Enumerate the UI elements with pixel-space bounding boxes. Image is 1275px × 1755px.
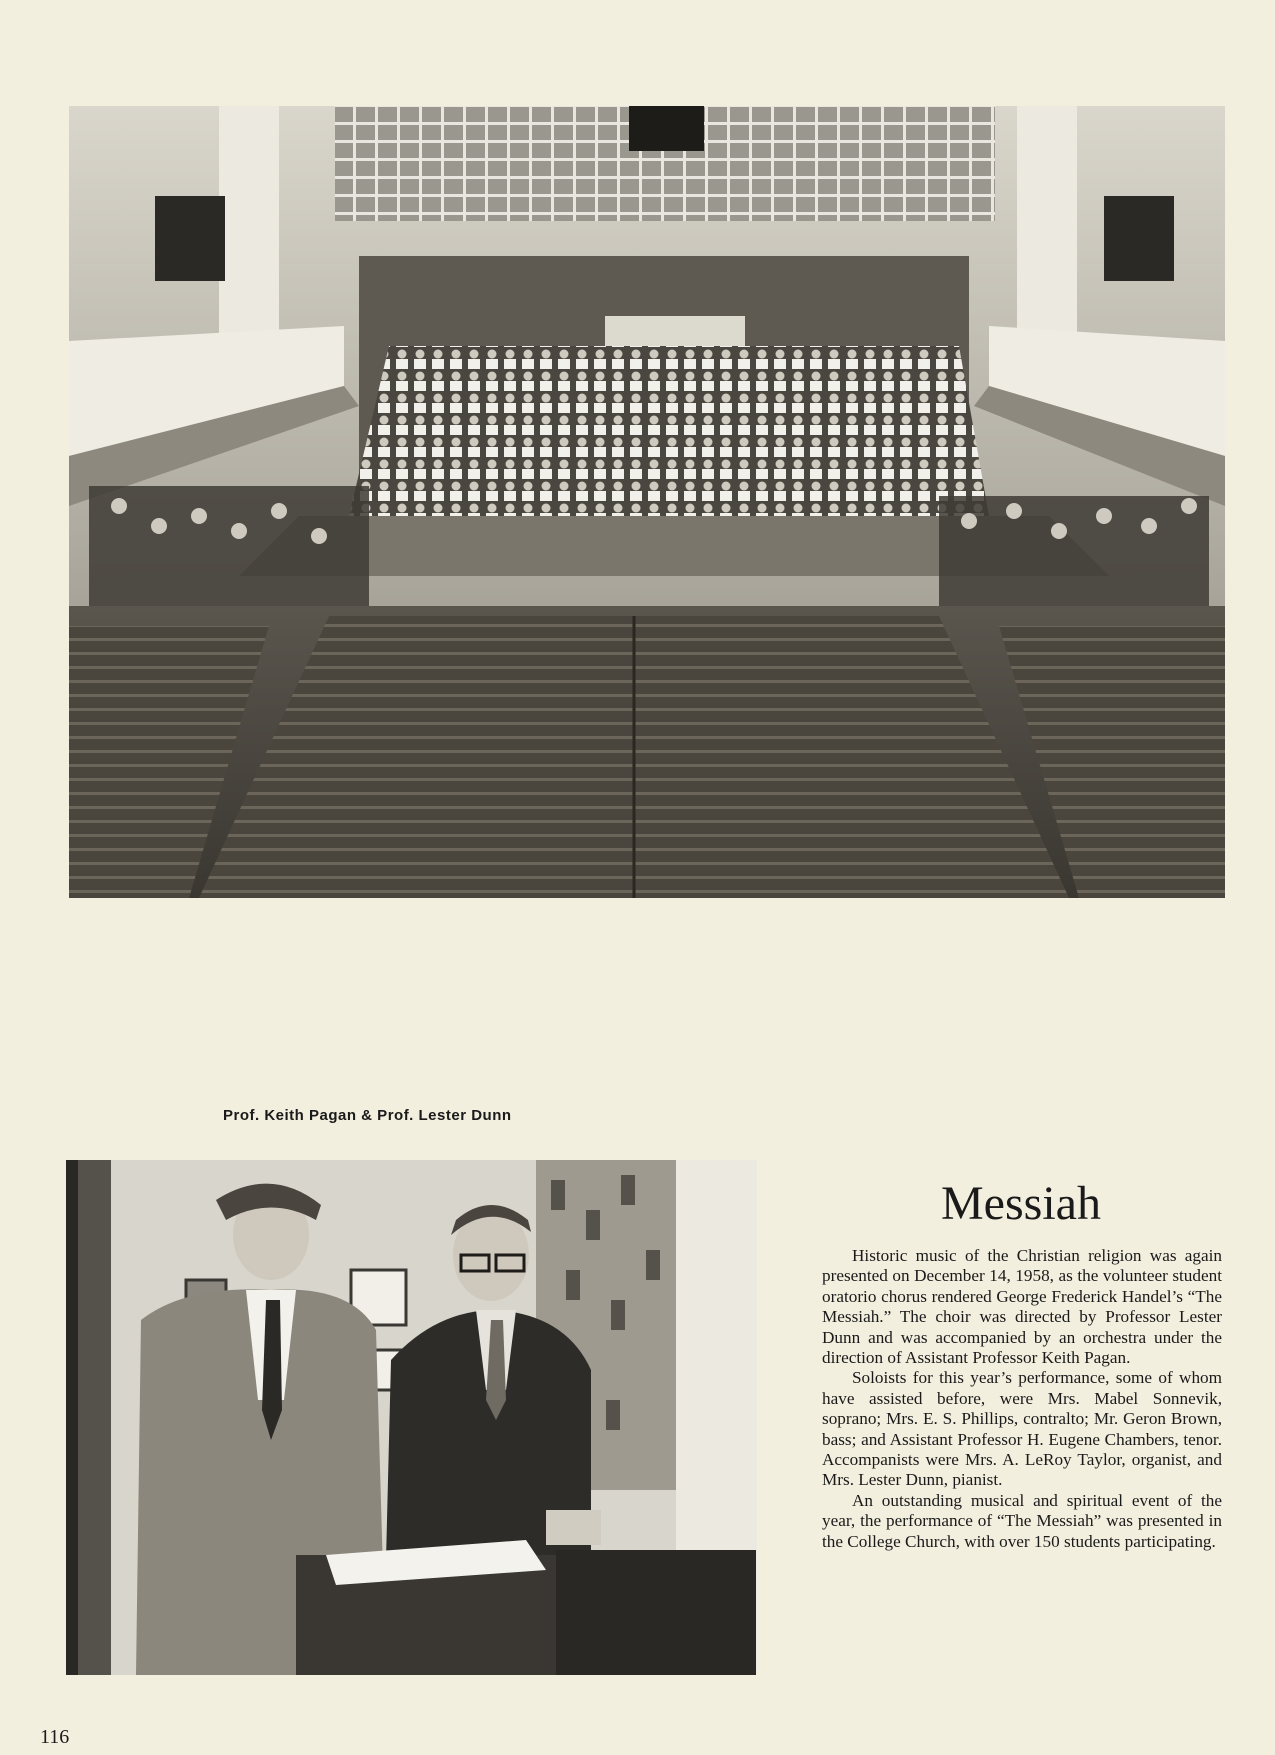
article-title: Messiah <box>941 1177 1101 1230</box>
page-number: 116 <box>40 1726 70 1748</box>
article-paragraph: An outstanding musical and spiritual event of the year, the performance of “The Messiah” was presented in the College Church, with over 150 students participating. <box>822 1490 1222 1551</box>
choir-orchestra-photo <box>69 106 1225 898</box>
choir-photo-illustration <box>69 106 1225 898</box>
article-body <box>822 1246 1222 1552</box>
photo-caption: Prof. Keith Pagan & Prof. Lester Dunn <box>223 1107 512 1124</box>
professors-photo-illustration <box>66 1160 757 1675</box>
professors-photo <box>66 1160 757 1675</box>
article-paragraph: Soloists for this year’s performance, some of whom have assisted before, were Mrs. Mabel Sonnevik, soprano; Mrs. E. S. Phillips, contralto; Mr. Geron Brown, bass; and Assistant Professor H. Eugene Chambers, tenor. Accompanists were Mrs. A. LeRoy Taylor, organist, and Mrs. Lester Dunn, pianist. <box>822 1368 1222 1490</box>
article-paragraph: Historic music of the Christian religion was again presented on December 14, 1958, as the volunteer student oratorio chorus rendered George Frederick Handel’s “The Messiah.” The choir was directed by Professor Lester Dunn and was accompanied by an orchestra under the direction of Assistant Professor Keith Pagan. <box>822 1246 1222 1368</box>
